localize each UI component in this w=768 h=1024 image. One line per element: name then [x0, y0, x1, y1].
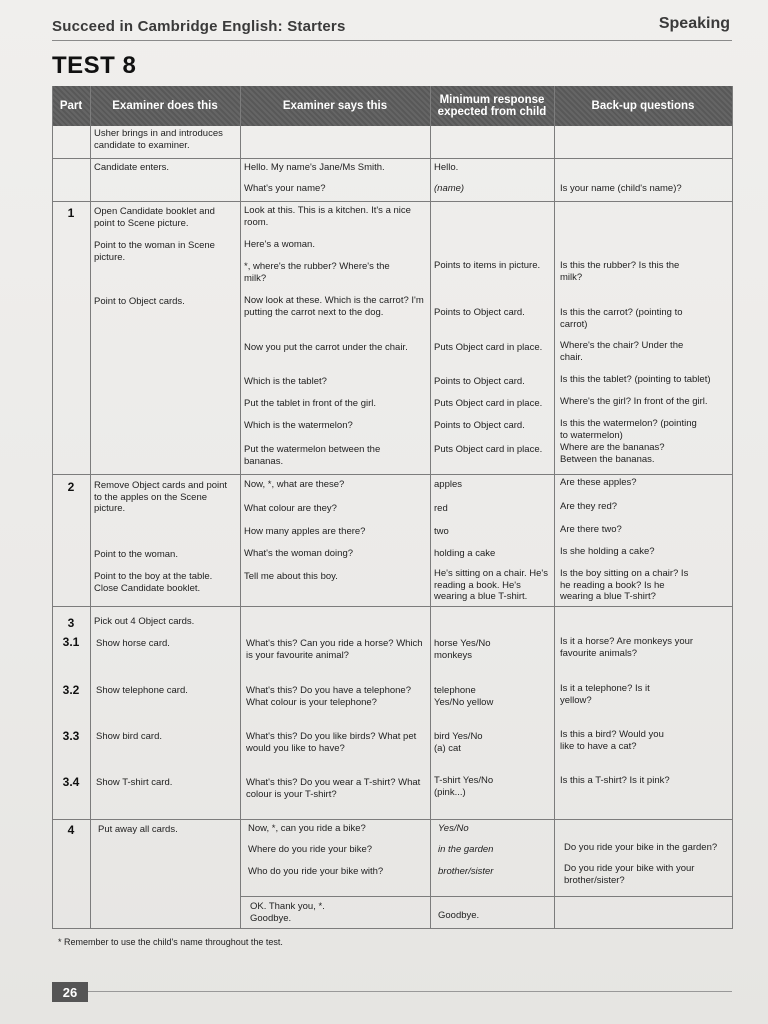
response-cell: bird Yes/No (a) cat: [434, 731, 483, 754]
part-number: 3.1: [62, 635, 80, 649]
response-cell: Points to items in picture.: [434, 260, 541, 271]
says-cell: Here's a woman.: [244, 239, 315, 250]
says-cell: Who do you ride your bike with?: [248, 866, 384, 877]
backup-cell: Are there two?: [560, 524, 622, 535]
col-header-does: Examiner does this: [112, 100, 218, 112]
does-cell: Point to the woman in Scene picture.: [94, 240, 215, 263]
col-divider: [240, 86, 241, 929]
backup-cell: Where are the bananas? Between the bananas.: [560, 442, 665, 465]
backup-cell: Do you ride your bike in the garden?: [564, 842, 718, 853]
backup-cell: Is it a telephone? Is it yellow?: [560, 683, 650, 706]
row-divider: [52, 158, 732, 159]
says-cell: Now look at these. Which is the carrot? I'm putting the carrot next to the dog.: [244, 295, 424, 318]
does-cell: Candidate enters.: [94, 162, 169, 173]
does-cell: Open Candidate booklet and point to Scene picture.: [94, 206, 215, 229]
backup-cell: Is this the tablet? (pointing to tablet): [560, 374, 711, 385]
examiner-table: [52, 86, 732, 929]
response-cell: Yes/No: [438, 823, 469, 834]
response-cell: Points to Object card.: [434, 376, 525, 387]
response-cell: T-shirt Yes/No (pink...): [434, 775, 494, 798]
says-cell: Put the watermelon between the bananas.: [244, 444, 381, 467]
footnote: * Remember to use the child's name throughout the test.: [58, 937, 283, 947]
says-cell: Now, *, what are these?: [244, 479, 345, 490]
response-cell: apples: [434, 479, 462, 490]
part-number: 1: [67, 206, 75, 220]
backup-cell: Are they red?: [560, 501, 618, 512]
page-number: 26: [52, 982, 88, 1002]
part-number: 3: [67, 616, 75, 630]
does-cell: Show T-shirt card.: [96, 777, 173, 788]
row-divider: [52, 606, 732, 607]
response-cell: He's sitting on a chair. He's reading a book. He's wearing a blue T-shirt.: [434, 568, 548, 602]
response-cell: two: [434, 526, 449, 537]
response-cell: Puts Object card in place.: [434, 444, 543, 455]
says-cell: Put the tablet in front of the girl.: [244, 398, 377, 409]
row-divider: [52, 201, 732, 202]
does-cell: Point to the boy at the table. Close Candidate booklet.: [94, 571, 213, 594]
col-divider: [90, 86, 91, 929]
response-cell: holding a cake: [434, 548, 496, 559]
says-cell: Which is the tablet?: [244, 376, 327, 387]
backup-cell: Are these apples?: [560, 477, 637, 488]
backup-cell: Is your name (child's name)?: [560, 183, 682, 194]
says-cell: Which is the watermelon?: [244, 420, 353, 431]
part-number: 3.2: [62, 683, 80, 697]
says-cell: Tell me about this boy.: [244, 571, 338, 582]
backup-cell: Is the boy sitting on a chair? Is he reading a book? Is he wearing a blue T-shirt?: [560, 568, 689, 602]
says-cell: Now you put the carrot under the chair.: [244, 342, 408, 353]
part-number: 3.4: [62, 775, 80, 789]
backup-cell: Is it a horse? Are monkeys your favourite animals?: [560, 636, 694, 659]
col-header-backup: Back-up questions: [591, 100, 695, 112]
response-cell: Puts Object card in place.: [434, 398, 543, 409]
response-cell: telephone Yes/No yellow: [434, 685, 494, 708]
page-title: TEST 8: [52, 52, 137, 79]
says-cell: How many apples are there?: [244, 526, 366, 537]
response-cell: (name): [434, 183, 465, 194]
says-cell: What's the woman doing?: [244, 548, 354, 559]
backup-cell: Is she holding a cake?: [560, 546, 655, 557]
table-header: [52, 86, 732, 126]
col-divider: [732, 86, 733, 929]
response-cell: Puts Object card in place.: [434, 342, 543, 353]
backup-cell: Where's the chair? Under the chair.: [560, 340, 684, 363]
says-cell: What's this? Do you like birds? What pet would you like to have?: [246, 731, 417, 754]
row-divider: [52, 928, 732, 929]
response-cell: Points to Object card.: [434, 420, 525, 431]
says-cell: OK. Thank you, *. Goodbye.: [250, 901, 325, 924]
says-cell: What's this? Can you ride a horse? Which is your favourite animal?: [246, 638, 423, 661]
col-header-response: Minimum response expected from child: [437, 94, 547, 118]
response-cell: brother/sister: [438, 866, 494, 877]
backup-cell: Is this the carrot? (pointing to carrot): [560, 307, 683, 330]
says-cell: What's your name?: [244, 183, 326, 194]
does-cell: Usher brings in and introduces candidate to examiner.: [94, 128, 223, 151]
backup-cell: Is this a T-shirt? Is it pink?: [560, 775, 670, 786]
does-cell: Show bird card.: [96, 731, 163, 742]
response-cell: Goodbye.: [438, 910, 480, 921]
response-cell: red: [434, 503, 448, 514]
col-header-says: Examiner says this: [282, 100, 388, 112]
says-cell: *, where's the rubber? Where's the milk?: [244, 261, 390, 284]
does-cell: Pick out 4 Object cards.: [94, 616, 195, 627]
does-cell: Show horse card.: [96, 638, 170, 649]
does-cell: Put away all cards.: [98, 824, 178, 835]
says-cell: Now, *, can you ride a bike?: [248, 823, 366, 834]
footer-divider: [88, 991, 732, 992]
does-cell: Show telephone card.: [96, 685, 188, 696]
part-number: 3.3: [62, 729, 80, 743]
row-divider: [240, 896, 732, 897]
response-cell: in the garden: [438, 844, 494, 855]
header-divider: [52, 40, 732, 41]
backup-cell: Is this the rubber? Is this the milk?: [560, 260, 680, 283]
part-number: 2: [67, 480, 75, 494]
response-cell: Hello.: [434, 162, 459, 173]
backup-cell: Is this the watermelon? (pointing to watermelon): [560, 418, 697, 441]
says-cell: Where do you ride your bike?: [248, 844, 373, 855]
says-cell: What's this? Do you wear a T-shirt? What colour is your T-shirt?: [246, 777, 421, 800]
does-cell: Point to Object cards.: [94, 296, 185, 307]
backup-cell: Do you ride your bike with your brother/sister?: [564, 863, 695, 886]
says-cell: Look at this. This is a kitchen. It's a nice room.: [244, 205, 411, 228]
backup-cell: Is this a bird? Would you like to have a cat?: [560, 729, 664, 752]
row-divider: [52, 474, 732, 475]
section-label: Speaking: [658, 15, 730, 32]
col-divider: [430, 86, 431, 929]
part-number: 4: [67, 823, 75, 837]
col-divider: [554, 86, 555, 929]
says-cell: Hello. My name's Jane/Ms Smith.: [244, 162, 385, 173]
says-cell: What's this? Do you have a telephone? What colour is your telephone?: [246, 685, 412, 708]
row-divider: [52, 819, 732, 820]
says-cell: What colour are they?: [244, 503, 337, 514]
response-cell: horse Yes/No monkeys: [434, 638, 491, 661]
response-cell: Points to Object card.: [434, 307, 525, 318]
backup-cell: Where's the girl? In front of the girl.: [560, 396, 708, 407]
does-cell: Point to the woman.: [94, 549, 178, 560]
col-header-part: Part: [59, 100, 83, 112]
does-cell: Remove Object cards and point to the apples on the Scene picture.: [94, 480, 228, 514]
book-title: Succeed in Cambridge English: Starters: [52, 18, 346, 35]
